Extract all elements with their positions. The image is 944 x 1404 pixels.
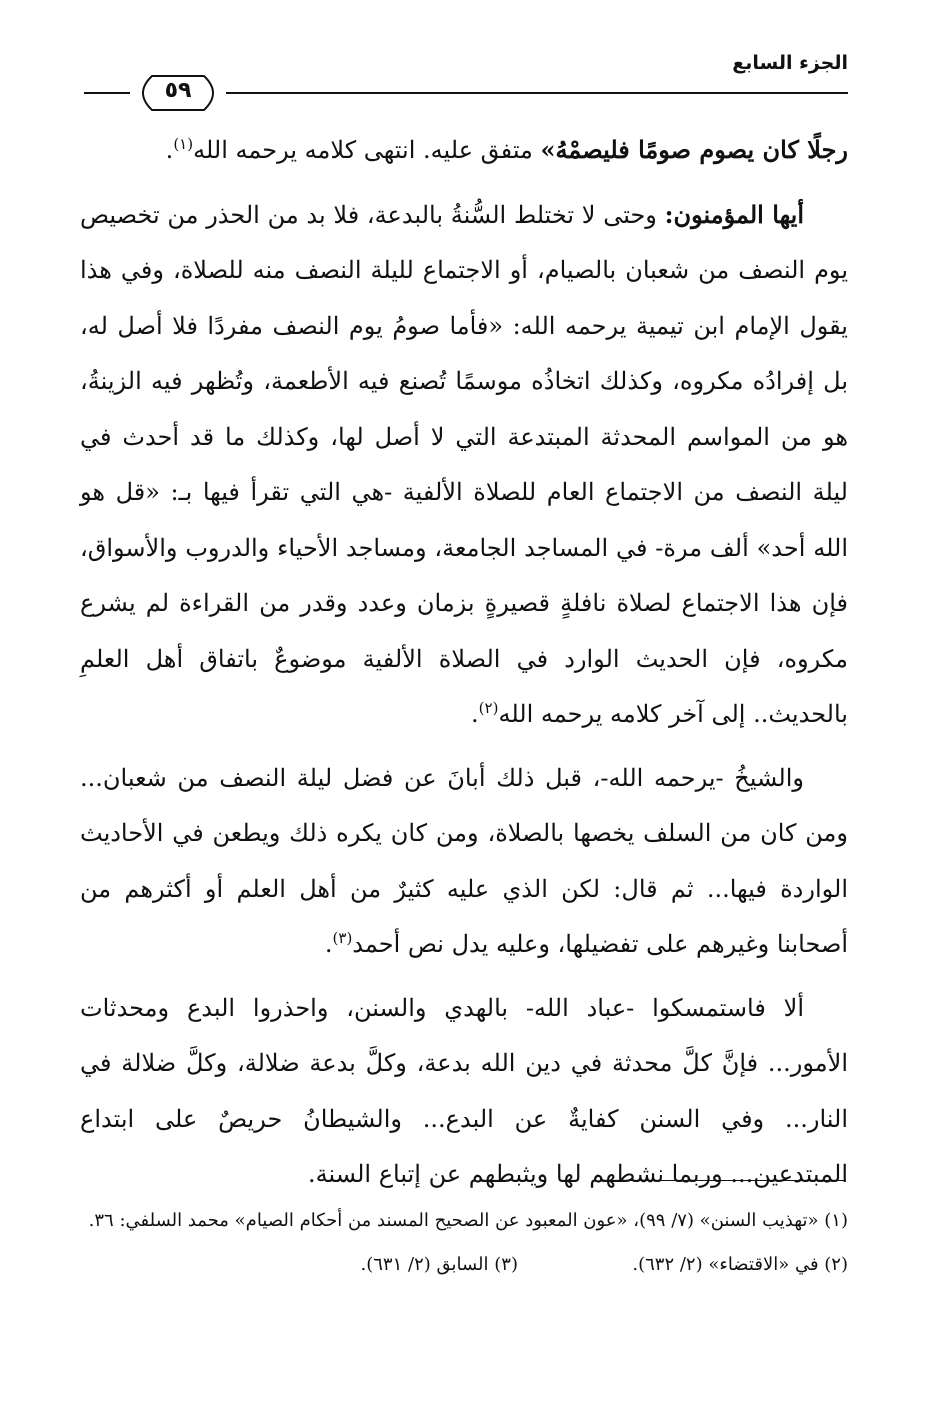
paragraph-2: أيها المؤمنون: وحتى لا تختلط السُّنةُ بالبدعة، فلا بد من الحذر من تخصيص يوم النصف من شعبان بالصيام، أو الاجتماع لليلة النصف منه للصلاة، وفي هذا يقول الإمام ابن تيمية يرحمه الله: «فأما صومُ يوم النصف مفردًا فلا أصل له، بل إفرادُه مكروه، وكذلك اتخاذُه موسمًا تُصنع فيه الأطعمة، وتُظهر فيه الزينةُ، هو من المواسم المحدثة المبتدعة التي لا أصل لها، وكذلك ما قد أحدث في ليلة النصف من الاجتماع العام للصلاة الألفية -هي التي تقرأ فيها بـ: «قل هو الله أحد» ألف مرة- في المساجد الجامعة، ومساجد الأحياء والدروب والأسواق، فإن هذا الاجتماع لصلاة نافلةٍ قصيرةٍ بزمان وعدد وقدر من القراءة لم يشرع مكروه، فإن الحديث الوارد في الصلاة الألفية موضوعٌ باتفاق أهل العلمِ بالحديث.. إلى آخر كلامه يرحمه الله$^{(٢)}$. — [80, 199, 848, 728]
footnote-1: (١) «تهذيب السنن» (٧/ ٩٩)، «عون المعبود عن الصحيح المسند من أحكام الصيام» محمد السلفي: ٣٦. — [88, 1210, 848, 1231]
paragraph-2-text: وحتى لا تختلط السُّنةُ بالبدعة، فلا بد من الحذر من تخصيص يوم النصف من شعبان بالصيام، أو الاجتماع لليلة النصف منه للصلاة، وفي هذا يقول الإمام ابن تيمية يرحمه الله: «فأما صومُ يوم النصف مفردًا فلا أصل له، بل إفرادُه مكروه، وكذلك اتخاذُه موسمًا تُصنع فيه الأطعمة، وتُظهر فيه الزينةُ، هو من المواسم المحدثة المبتدعة التي لا أصل لها، وكذلك ما قد أحدث في ليلة النصف من الاجتماع العام للصلاة الألفية -هي التي تقرأ فيها بـ: «قل هو الله أحد» ألف مرة- في المساجد الجامعة، ومساجد الأحياء والدروب والأسواق، فإن هذا الاجتماع لصلاة نافلةٍ قصيرةٍ بزمان وعدد وقدر من القراءة لم يشرع مكروه، فإن الحديث الوارد في الصلاة الألفية موضوعٌ باتفاق أهل العلمِ بالحديث.. إلى آخر كلامه يرحمه الله — [80, 200, 848, 728]
footnote-ref-1: (١) — [173, 135, 194, 153]
footnote-3: (٣) السابق (٢/ ٦٣١). — [360, 1254, 518, 1275]
page-number: ٥٩ — [164, 78, 192, 103]
address-heading: أيها المؤمنون: — [664, 199, 804, 229]
page-number-badge — [130, 72, 226, 114]
footnote-2: (٢) في «الاقتضاء» (٢/ ٦٣٢). — [632, 1254, 848, 1275]
footnote-rule — [606, 1180, 846, 1181]
paragraph-1-text: متفق عليه. انتهى كلامه يرحمه الله — [193, 136, 541, 164]
hadith-quote: رجلًا كان يصوم صومًا فليصمْهُ» — [540, 135, 848, 164]
paragraph-3: والشيخُ -يرحمه الله-، قبل ذلك أبانَ عن فضل ليلة النصف من شعبان... ومن كان من السلف يخصها بالصلاة، ومن كان يكره ذلك ويطعن في الأحاديث الواردة فيها... ثم قال: لكن الذي عليه كثيرٌ من أهل العلم أو أكثرهم من أصحابنا وغيرهم على تفضيلها، وعليه يدل نص أحمد$^{(٣)}$. — [80, 763, 848, 958]
paragraph-1: رجلًا كان يصوم صومًا فليصمْهُ» متفق عليه. انتهى كلامه يرحمه الله$^{(١)}$. — [165, 135, 848, 164]
paragraph-3-text: والشيخُ -يرحمه الله-، قبل ذلك أبانَ عن فضل ليلة النصف من شعبان... ومن كان من السلف يخصها بالصلاة، ومن كان يكره ذلك ويطعن في الأحاديث الواردة فيها... ثم قال: لكن الذي عليه كثيرٌ من أهل العلم أو أكثرهم من أصحابنا وغيرهم على تفضيلها، وعليه يدل نص أحمد — [80, 763, 848, 958]
paragraph-4-text: ألا فاستمسكوا -عباد الله- بالهدي والسنن، واحذروا البدع ومحدثات الأمور... فإنَّ كلَّ محدثة في دين الله بدعة، وكلَّ بدعة ضلالة، وكلَّ ضلالة في النار... وفي السنن كفايةٌ عن البدع... والشيطانُ حريصٌ على ابتداع المبتدعين... وربما نشطهم لها ويثبطهم عن إتباع السنة. — [80, 993, 848, 1188]
paragraph-4 — [80, 981, 848, 1203]
running-title: الجزء السابع — [732, 52, 848, 74]
footnote-ref-3: (٣) — [332, 929, 353, 947]
main-text — [80, 122, 848, 1203]
footnote-ref-2: (٢) — [478, 699, 499, 717]
footnote-row — [80, 1246, 848, 1284]
footnotes — [80, 1202, 848, 1284]
